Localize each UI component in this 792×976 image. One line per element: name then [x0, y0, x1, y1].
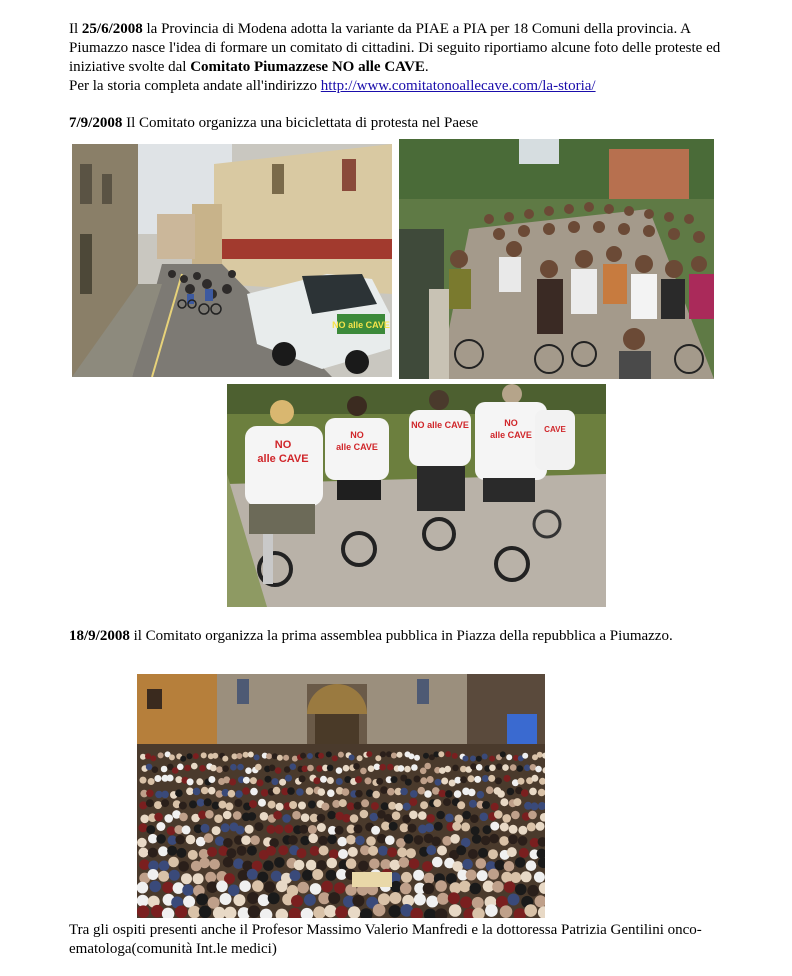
- event2-caption: [69, 627, 749, 646]
- photo-public-assembly: [137, 674, 545, 918]
- intro-paragraph: [69, 20, 749, 96]
- intro-text-1: Il: [69, 21, 82, 37]
- photo-bike-ride-crowd: [399, 139, 714, 379]
- intro-text-2: la Provincia di Modena adotta la variante da PIAE a PIA per 18 Comuni della provincia. A Piumazzo nasce l'idea di formare un comitato di cittadini. Di seguito riportiamo alcune foto delle proteste ed iniziative svolte dal: [69, 21, 721, 75]
- photo-bike-ride-street: [72, 144, 392, 377]
- intro-date: 25/6/2008: [81, 21, 143, 37]
- history-link[interactable]: http://www.comitatonoallecave.com/la-storia/: [320, 78, 596, 94]
- svg-text:alle CAVE: alle CAVE: [490, 430, 532, 440]
- event1-caption: [69, 114, 749, 133]
- event2-date: 18/9/2008: [69, 628, 130, 644]
- svg-text:NO: NO: [350, 430, 364, 440]
- event2-text: il Comitato organizza la prima assemblea pubblica in Piazza della repubblica a Piumazzo.: [129, 628, 673, 644]
- shirt1-cave: alle CAVE: [257, 453, 309, 465]
- history-prefix: Per la storia completa andate all'indirizzo: [69, 78, 321, 94]
- committee-name: Comitato Piumazzese NO alle CAVE: [190, 59, 425, 75]
- guests-paragraph: [69, 921, 749, 959]
- truck-sign-text: NO alle CAVE: [332, 320, 390, 330]
- intro-text-3: .: [424, 59, 429, 75]
- svg-text:NO: NO: [504, 418, 518, 428]
- event1-date: 7/9/2008: [69, 115, 123, 131]
- guests-text: Tra gli ospiti presenti anche il Profesor Massimo Valerio Manfredi e la dottoressa Patrizia Gentilini onco-ematologa(comunità Int.le medici): [69, 922, 702, 957]
- event1-text: Il Comitato organizza una biciclettata di protesta nel Paese: [122, 115, 479, 131]
- shirt1-no: NO: [274, 439, 292, 451]
- svg-text:NO alle CAVE: NO alle CAVE: [411, 420, 469, 430]
- svg-text:alle CAVE: alle CAVE: [336, 442, 378, 452]
- photo-bike-ride-shirts: [227, 384, 606, 607]
- svg-text:CAVE: CAVE: [544, 425, 566, 434]
